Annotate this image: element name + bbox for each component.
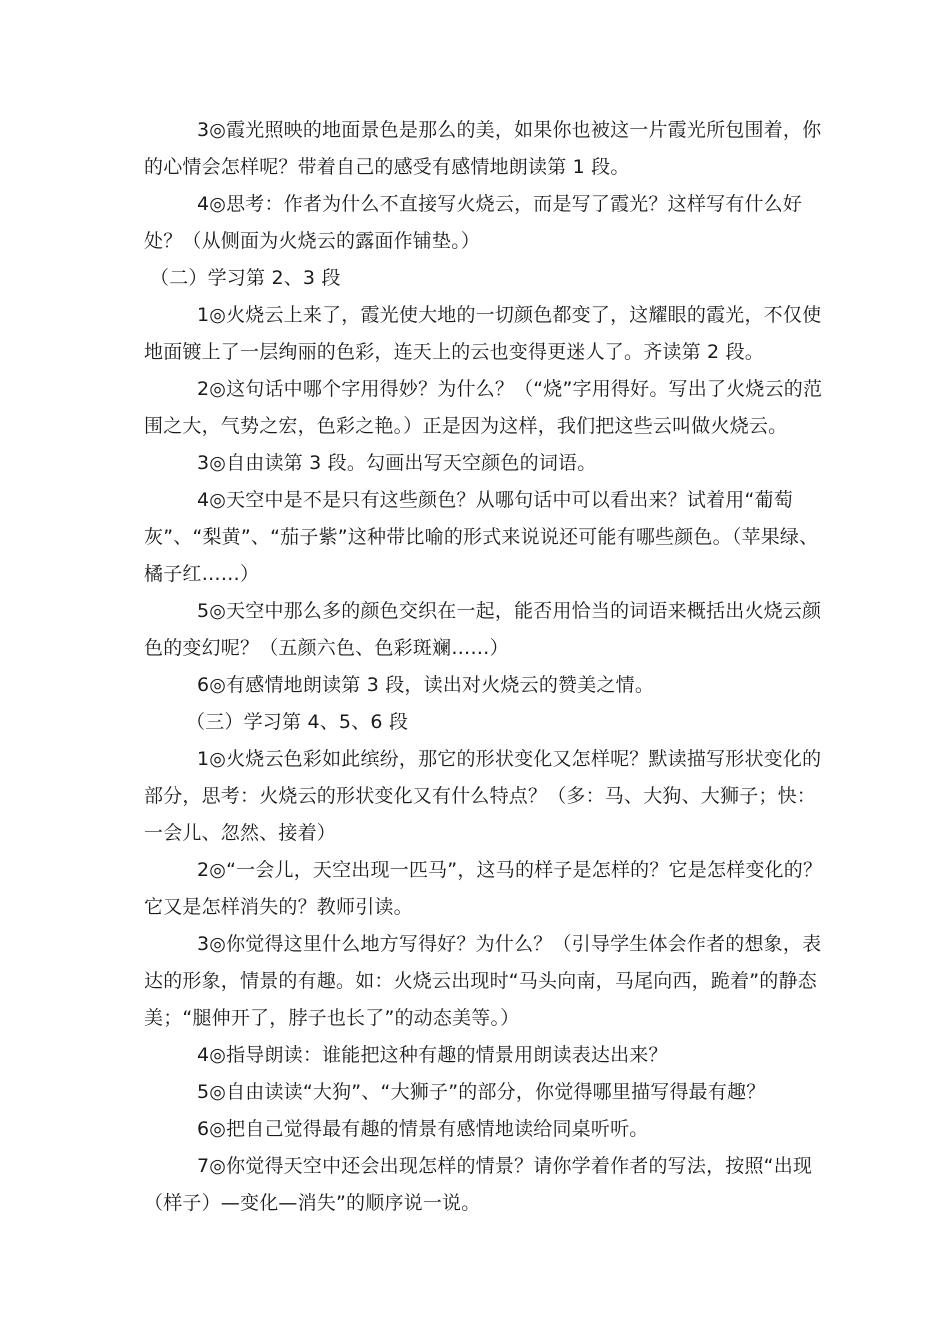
paragraph-3-4: 4◎指导朗读：谁能把这种有趣的情景用朗读表达出来？ bbox=[197, 1044, 668, 1066]
document-body bbox=[144, 112, 824, 1222]
paragraph-2-4: 4◎天空中是不是只有这些颜色？从哪句话中可以看出来？试着用“葡萄灰”、“梨黄”、“茄子紫”这种带比喻的形式来说说还可能有哪些颜色。（苹果绿、橘子红……） bbox=[144, 489, 819, 585]
paragraph-3-7: 7◎你觉得天空中还会出现怎样的情景？请你学着作者的写法，按照“出现（样子）—变化—消失”的顺序说一说。 bbox=[144, 1155, 813, 1214]
paragraph-2-6: 6◎有感情地朗读第 3 段，读出对火烧云的赞美之情。 bbox=[197, 674, 655, 696]
paragraph-2-3: 3◎自由读第 3 段。勾画出写天空颜色的词语。 bbox=[197, 452, 597, 474]
section-heading-3: （三）学习第 4、5、6 段 bbox=[186, 711, 409, 733]
paragraph-2-2: 2◎这句话中哪个字用得妙？为什么？（“烧”字用得好。写出了火烧云的范围之大，气势之宏，色彩之艳。）正是因为这样，我们把这些云叫做火烧云。 bbox=[144, 378, 823, 437]
paragraph-3-1: 1◎火烧云色彩如此缤纷，那它的形状变化又怎样呢？默读描写形状变化的部分，思考：火烧云的形状变化又有什么特点？（多：马、大狗、大狮子；快：一会儿、忽然、接着） bbox=[144, 748, 822, 844]
paragraph-3-5: 5◎自由读读“大狗”、“大狮子”的部分，你觉得哪里描写得最有趣？ bbox=[197, 1081, 766, 1103]
paragraph-2-5: 5◎天空中那么多的颜色交织在一起，能否用恰当的词语来概括出火烧云颜色的变幻呢？（五颜六色、色彩斑斓……） bbox=[144, 600, 822, 659]
paragraph-3-3: 3◎你觉得这里什么地方写得好？为什么？（引导学生体会作者的想象，表达的形象，情景的有趣。如：火烧云出现时“马头向南，马尾向西，跪着”的静态美；“腿伸开了，脖子也长了”的动态美等。） bbox=[144, 933, 822, 1029]
paragraph-3-6: 6◎把自己觉得最有趣的情景有感情地读给同桌听听。 bbox=[197, 1118, 649, 1140]
paragraph-1-3: 3◎霞光照映的地面景色是那么的美，如果你也被这一片霞光所包围着，你的心情会怎样呢？带着自己的感受有感情地朗读第 1 段。 bbox=[144, 119, 822, 178]
section-heading-2: （二）学习第 2、3 段 bbox=[150, 267, 341, 289]
paragraph-2-1: 1◎火烧云上来了，霞光使大地的一切颜色都变了，这耀眼的霞光，不仅使地面镀上了一层绚丽的色彩，连天上的云也变得更迷人了。齐读第 2 段。 bbox=[144, 304, 822, 363]
paragraph-3-2: 2◎“一会儿，天空出现一匹马”，这马的样子是怎样的？它是怎样变化的？它又是怎样消失的？教师引读。 bbox=[144, 859, 823, 918]
paragraph-1-4: 4◎思考：作者为什么不直接写火烧云，而是写了霞光？这样写有什么好处？（从侧面为火烧云的露面作铺垫。） bbox=[144, 193, 803, 252]
